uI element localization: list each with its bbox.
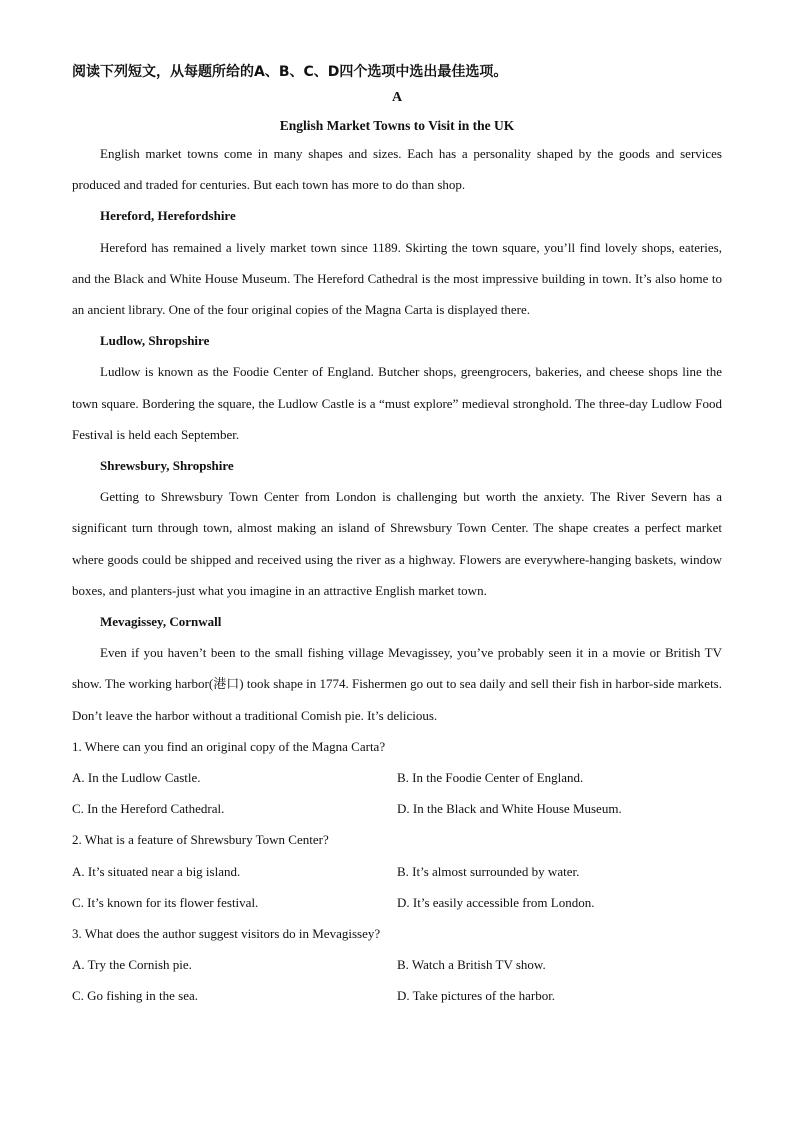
- question-options: [72, 949, 722, 1011]
- instruction-text: 阅读下列短文，从每题所给的A、B、C、D四个选项中选出最佳选项。: [72, 64, 508, 80]
- passage-title: English Market Towns to Visit in the UK: [279, 118, 515, 133]
- option-a[interactable]: A. In the Ludlow Castle.: [72, 770, 201, 786]
- town-paragraph-hereford: Hereford has remained a lively market town since 1189. Skirting the town square, you’ll find lovely shops, eateries, and the Black and White House Museum. The Hereford Cathedral is the most impressive building in town. It’s also home to an ancient library. One of the four original copies of the Magna Carta is displayed there.: [72, 239, 722, 318]
- town-paragraph-ludlow: Ludlow is known as the Foodie Center of England. Butcher shops, greengrocers, bakeries, and cheese shops line the town square. Bordering the square, the Ludlow Castle is a “must explore” medieval stronghold. The three-day Ludlow Food Festival is held each September.: [72, 364, 722, 442]
- option-d[interactable]: D. Take pictures of the harbor.: [397, 988, 556, 1004]
- question-3: [72, 918, 722, 1012]
- town-heading-ludlow: Ludlow, Shropshire: [100, 333, 210, 349]
- question-2: [72, 824, 722, 918]
- section-letter: A: [391, 90, 403, 105]
- option-b[interactable]: B. Watch a British TV show.: [397, 957, 546, 973]
- option-c[interactable]: C. It’s known for its flower festival.: [72, 894, 259, 910]
- exam-page: [72, 58, 722, 1012]
- town-heading-shrewsbury: Shrewsbury, Shropshire: [100, 458, 234, 474]
- question-stem: 2. What is a feature of Shrewsbury Town Center?: [72, 832, 329, 848]
- town-paragraph-shrewsbury: Getting to Shrewsbury Town Center from London is challenging but worth the anxiety. The River Severn has a significant turn through town, almost making an island of Shrewsbury Town Center. The shape creates a perfect market where goods could be shipped and received using the river as a highway. Flowers are everywhere-hanging baskets, window boxes, and planters-just what you imagine in an attractive English market town.: [72, 489, 722, 598]
- question-stem: 1. Where can you find an original copy of the Magna Carta?: [72, 738, 386, 754]
- option-d[interactable]: D. In the Black and White House Museum.: [397, 801, 622, 817]
- question-options: [72, 762, 722, 824]
- option-a[interactable]: A. Try the Cornish pie.: [72, 957, 192, 973]
- option-a[interactable]: A. It’s situated near a big island.: [72, 863, 241, 879]
- town-paragraph-mevagissey: Even if you haven’t been to the small fishing village Mevagissey, you’ve probably seen it in a movie or British TV show. The working harbor(港口) took shape in 1774. Fishermen go out to sea daily and sell their fish in harbor-side markets. Don’t leave the harbor without a traditional Comish pie. It’s delicious.: [72, 645, 722, 723]
- question-options: [72, 856, 722, 918]
- option-c[interactable]: C. Go fishing in the sea.: [72, 988, 199, 1004]
- question-1: [72, 731, 722, 825]
- option-b[interactable]: B. In the Foodie Center of England.: [397, 770, 584, 786]
- option-b[interactable]: B. It’s almost surrounded by water.: [397, 863, 580, 879]
- intro-paragraph: English market towns come in many shapes and sizes. Each has a personality shaped by the goods and services produced and traded for centuries. But each town has more to do than shop.: [72, 146, 722, 193]
- question-stem: 3. What does the author suggest visitors do in Mevagissey?: [72, 926, 381, 942]
- town-heading-mevagissey: Mevagissey, Cornwall: [100, 614, 222, 630]
- option-d[interactable]: D. It’s easily accessible from London.: [397, 894, 595, 910]
- town-heading-hereford: Hereford, Herefordshire: [100, 208, 236, 224]
- option-c[interactable]: C. In the Hereford Cathedral.: [72, 801, 225, 817]
